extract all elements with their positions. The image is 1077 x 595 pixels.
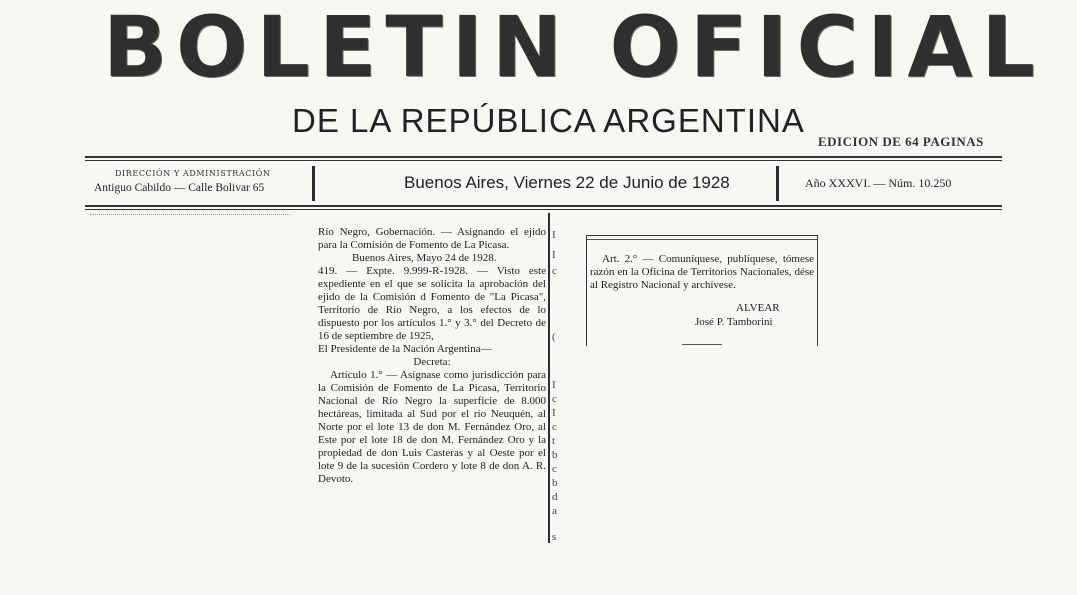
decree-article-1: Artículo 1.° — Asígnase como jurisdicción para la Comisión de Fomento de La Picasa, Territorio Nacional de Río Negro la superficie de 8.000 hectáreas, limitada al Sud por el río Neuquén, al Norte por el lote 13 de don M. Fernández Oro, al Este por el lote 18 de don M. Fernández Oro y la propiedad de don Luis Casteras y al Oeste por el lote 9 de la sucesión Cordero y lote 8 de don A. R. Devoto.: [318, 369, 546, 485]
fragment: I: [552, 379, 556, 391]
masthead-subtitle: DE LA REPÚBLICA ARGENTINA: [292, 102, 805, 139]
article-2-text: Art. 2.° — Comuníquese, publíquese, tómese razón en la Oficina de Territorios Nacionales, dése al Registro Nacional y archívese.: [590, 253, 814, 291]
admin-label: DIRECCIÓN Y ADMINISTRACIÓN: [115, 169, 271, 178]
fragment: s: [552, 531, 557, 543]
fragment: I: [552, 229, 556, 241]
header-divider-right: [776, 166, 779, 201]
column-divider: [548, 213, 550, 543]
masthead-title: BOLETIN OFICIAL: [103, 0, 1044, 96]
fragment: (: [552, 331, 556, 343]
fragment: c: [552, 463, 557, 475]
header-divider-left: [312, 166, 315, 201]
decree-decreta: Decreta:: [413, 356, 451, 368]
fragment: I: [552, 407, 556, 419]
fragment: b: [552, 449, 558, 461]
fragment: c: [552, 265, 557, 277]
signature-president: ALVEAR: [736, 302, 780, 314]
decree-preamble: 419. — Expte. 9.999-R-1928. — Visto este expediente en el que se solicita la aprobación del ejido de la Comisión d Fomento de "La Picasa", Territorio de Río Negro, a los efectos de lo dispuesto por los artículos 1.° y 3.° del Decreto de 16 de septiembre de 1925,: [318, 265, 546, 342]
dateline: Buenos Aires, Viernes 22 de Junio de 1928: [404, 173, 730, 192]
fragment: c: [552, 393, 557, 405]
closing-rule: [682, 344, 722, 345]
admin-address: Antiguo Cabildo — Calle Bolivar 65: [94, 182, 265, 194]
decree-column: [318, 226, 546, 486]
fragment: d: [552, 491, 558, 503]
fragment: t: [552, 435, 556, 447]
fragment: c: [552, 421, 557, 433]
edition-note: EDICION DE 64 PAGINAS: [818, 134, 984, 149]
decree-date: Buenos Aires, Mayo 24 de 1928.: [352, 252, 497, 264]
header-rule-top-thin: [85, 160, 1002, 161]
header-rule-bottom: [85, 205, 1002, 207]
issue-number: Año XXXVI. — Núm. 10.250: [805, 176, 952, 190]
fragment: b: [552, 477, 558, 489]
fragment: a: [552, 505, 557, 517]
header-rule-top: [85, 156, 1002, 158]
decree-president: El Presidente de la Nación Argentina—: [318, 343, 492, 355]
signature-minister: José P. Tamborini: [695, 316, 773, 328]
faded-text-line: [90, 214, 290, 217]
decree-heading: Río Negro, Gobernación. — Asignando el ejido para la Comisión de Fomento de La Picasa.: [318, 226, 546, 251]
article-2-block: [590, 253, 814, 292]
header-rule-bottom-thin: [85, 209, 1002, 210]
fragment: I: [552, 249, 556, 261]
